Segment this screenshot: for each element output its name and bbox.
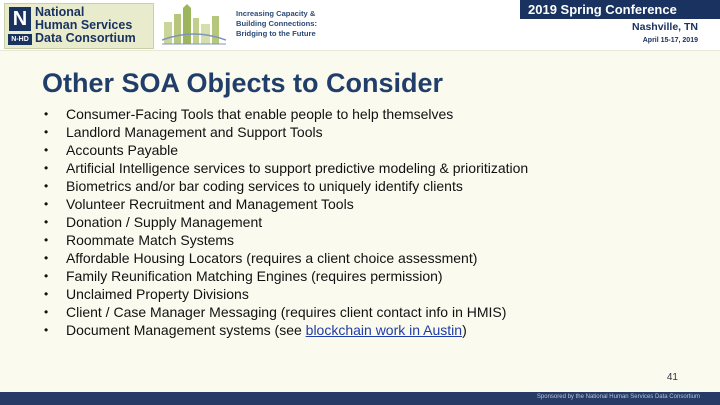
bullet-text: Artificial Intelligence services to support predictive modeling & prioritization <box>66 160 529 176</box>
bullet-icon: • <box>44 215 49 229</box>
bullet-icon: • <box>44 287 49 301</box>
bullet-text-suffix: ) <box>462 322 467 338</box>
tagline-line-2: Building Connections: <box>236 19 317 28</box>
header-banner <box>0 0 720 51</box>
bullet-text-prefix: Document Management systems (see <box>66 322 306 338</box>
bullet-icon: • <box>44 233 49 247</box>
bullet-text: Unclaimed Property Divisions <box>66 286 249 302</box>
conference-dates: April 15-17, 2019 <box>642 37 698 44</box>
conference-city: Nashville, TN <box>632 21 698 33</box>
bullet-text: Family Reunification Matching Engines (requires permission) <box>66 268 443 284</box>
logo-line-2: Human Services <box>35 18 133 32</box>
slide-number: 41 <box>666 372 678 383</box>
bullet-icon: • <box>44 269 49 283</box>
bullet-icon: • <box>44 179 49 193</box>
city-skyline-icon <box>162 4 226 46</box>
bullet-icon: • <box>44 125 49 139</box>
tagline-line-3: Bridging to the Future <box>236 29 316 38</box>
blockchain-austin-link[interactable]: blockchain work in Austin <box>305 322 463 338</box>
logo-n-mark: N <box>9 7 31 31</box>
bullet-text: Client / Case Manager Messaging (requires client contact info in HMIS) <box>66 304 507 320</box>
consortium-logo <box>4 3 154 49</box>
bullet-text <box>66 321 467 339</box>
logo-emblem <box>8 34 32 45</box>
bullet-icon: • <box>44 323 49 337</box>
bullet-text: Affordable Housing Locators (requires a client choice assessment) <box>66 250 478 266</box>
bullet-text: Biometrics and/or bar coding services to uniquely identify clients <box>66 178 463 194</box>
bullet-icon: • <box>44 107 49 121</box>
bullet-text: Landlord Management and Support Tools <box>66 124 323 140</box>
footer-sponsor-text: Sponsored by the National Human Services Data Consortium <box>536 394 700 400</box>
footer-band <box>0 392 720 405</box>
bullet-text: Consumer-Facing Tools that enable people to help themselves <box>66 106 454 122</box>
bullet-icon: • <box>44 143 49 157</box>
bullet-text: Accounts Payable <box>66 142 179 158</box>
slide-title: Other SOA Objects to Consider <box>42 68 444 98</box>
logo-emblem-text: N-HD <box>11 36 29 43</box>
bullet-icon: • <box>44 251 49 265</box>
bullet-text: Donation / Supply Management <box>66 214 263 230</box>
bullet-text: Volunteer Recruitment and Management Tools <box>66 196 354 212</box>
bullet-icon: • <box>44 305 49 319</box>
logo-line-1: National <box>35 5 85 19</box>
bullet-icon: • <box>44 197 49 211</box>
conference-title: 2019 Spring Conference <box>528 2 677 17</box>
bullet-icon: • <box>44 161 49 175</box>
tagline-line-1: Increasing Capacity & <box>236 9 316 18</box>
bullet-text: Roommate Match Systems <box>66 232 235 248</box>
logo-line-3: Data Consortium <box>35 31 136 45</box>
